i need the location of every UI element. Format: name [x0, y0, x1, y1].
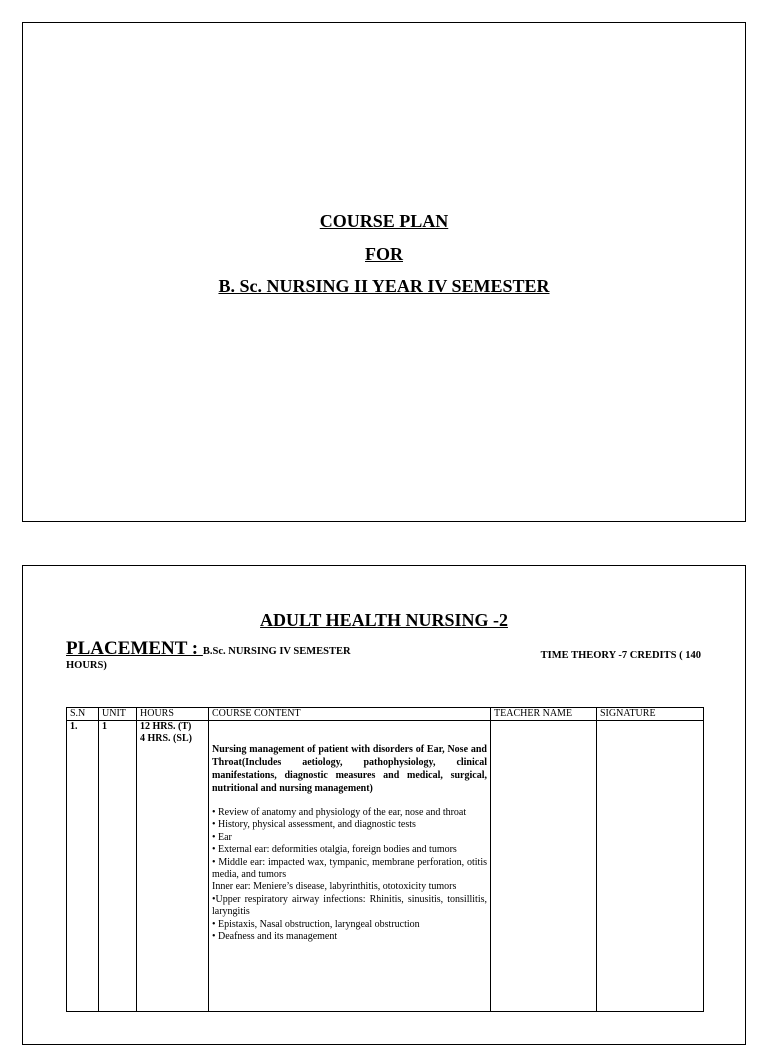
header-unit: UNIT	[99, 708, 137, 721]
list-item: • History, physical assessment, and diagnostic tests	[212, 819, 416, 831]
list-item: •Upper respiratory airway infections: Rhinitis, sinusitis, tonsillitis, laryngitis	[212, 893, 487, 918]
cover-title-program: B. Sc. NURSING II YEAR IV SEMESTER	[218, 276, 550, 296]
course-plan-page	[22, 565, 746, 1045]
list-item: • External ear: deformities otalgia, foreign bodies and tumors	[212, 844, 457, 856]
table-header-row	[67, 708, 704, 721]
header-course-content: COURSE CONTENT	[209, 708, 491, 721]
header-hours: HOURS	[137, 708, 209, 721]
cell-course-content	[209, 721, 491, 1012]
table-row	[67, 721, 704, 1012]
header-sn: S.N	[67, 708, 99, 721]
cell-hours	[137, 721, 209, 1012]
hours-theory: 12 HRS. (T)	[140, 721, 192, 732]
list-item: • Ear	[212, 831, 232, 843]
list-item: Inner ear: Meniere’s disease, labyrinthitis, ototoxicity tumors	[212, 881, 457, 893]
list-item: • Review of anatomy and physiology of the ear, nose and throat	[212, 807, 467, 818]
placement-row	[66, 638, 701, 673]
subject-title: ADULT HEALTH NURSING -2	[260, 610, 508, 630]
placement-label: PLACEMENT :	[66, 638, 203, 659]
cell-unit: 1	[99, 721, 137, 1012]
cover-title-for: FOR	[365, 244, 403, 264]
content-heading: Nursing management of patient with disorders of Ear, Nose and Throat(Includes aetiology, pathophysiology, clinical manifestations, diagnostic measures and medical, surgical, nutritional and nursing management)	[212, 744, 487, 794]
list-item: • Epistaxis, Nasal obstruction, laryngeal obstruction	[212, 918, 420, 930]
list-item: • Middle ear: impacted wax, tympanic, membrane perforation, otitis media, and tumors	[212, 856, 487, 881]
hours-self-learning: 4 HRS. (SL)	[140, 733, 192, 744]
time-theory: TIME THEORY -7 CREDITS ( 140	[540, 650, 701, 661]
cell-teacher-name	[491, 721, 597, 1012]
list-item: • Deafness and its management	[212, 931, 338, 943]
header-signature: SIGNATURE	[597, 708, 704, 721]
cell-sn: 1.	[67, 721, 99, 1012]
cover-title-course-plan: COURSE PLAN	[319, 211, 449, 231]
cell-signature	[597, 721, 704, 1012]
hours-line: HOURS)	[66, 660, 107, 671]
cover-page	[22, 22, 746, 522]
placement-value: B.Sc. NURSING IV SEMESTER	[202, 646, 351, 657]
content-list	[212, 807, 487, 943]
course-plan-table	[66, 707, 704, 1012]
header-teacher-name: TEACHER NAME	[491, 708, 597, 721]
